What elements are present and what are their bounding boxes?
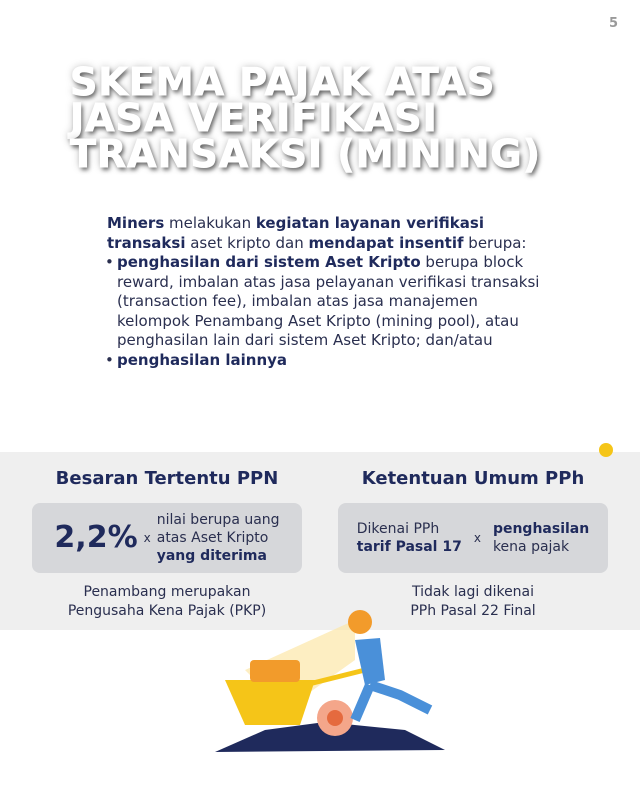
income-list — [107, 253, 547, 370]
intro-text: Miners melakukan kegiatan layanan verifikasi transaksi aset kripto dan mendapat insentif berupa: — [107, 214, 527, 252]
list-item: • penghasilan lainnya — [107, 351, 547, 371]
ppn-base: nilai berupa uang atas Aset Kripto yang diterima — [156, 512, 280, 564]
pph-note: Tidak lagi dikenai PPh Pasal 22 Final — [410, 584, 536, 619]
page-number: 5 — [608, 16, 618, 31]
ppn-formula-box — [32, 503, 302, 573]
pph-rate: Dikenai PPh tarif Pasal 17 — [356, 521, 462, 555]
title-line: TRANSAKSI (MINING) — [70, 132, 541, 176]
yellow-dot-decoration — [599, 443, 613, 457]
list-item: • penghasilan dari sistem Aset Kripto berupa block reward, imbalan atas jasa pelayanan verifikasi transaksi (transaction fee), imbalan atas jasa manajemen kelompok Penambang Aset Kripto (mining pool), atau penghasilan lain dari sistem Aset Kripto; dan/atau — [107, 253, 547, 351]
multiply-sign: x — [473, 531, 481, 545]
pph-formula-box — [338, 503, 608, 573]
ppn-section — [32, 468, 302, 621]
description — [107, 214, 547, 370]
ppn-rate: 2,2% — [54, 520, 138, 555]
page-title — [70, 60, 541, 176]
title-line: JASA VERIFIKASI — [70, 96, 438, 140]
ppn-heading: Besaran Tertentu PPN — [55, 468, 279, 489]
pph-heading: Ketentuan Umum PPh — [361, 468, 585, 489]
pph-base: penghasilan kena pajak — [492, 521, 590, 555]
pph-section — [338, 468, 608, 621]
ppn-note: Penambang merupakan Pengusaha Kena Pajak (PKP) — [67, 584, 267, 619]
miner-wheelbarrow-illustration — [205, 600, 455, 760]
title-line: SKEMA PAJAK ATAS — [70, 60, 496, 104]
multiply-sign: x — [143, 531, 151, 545]
